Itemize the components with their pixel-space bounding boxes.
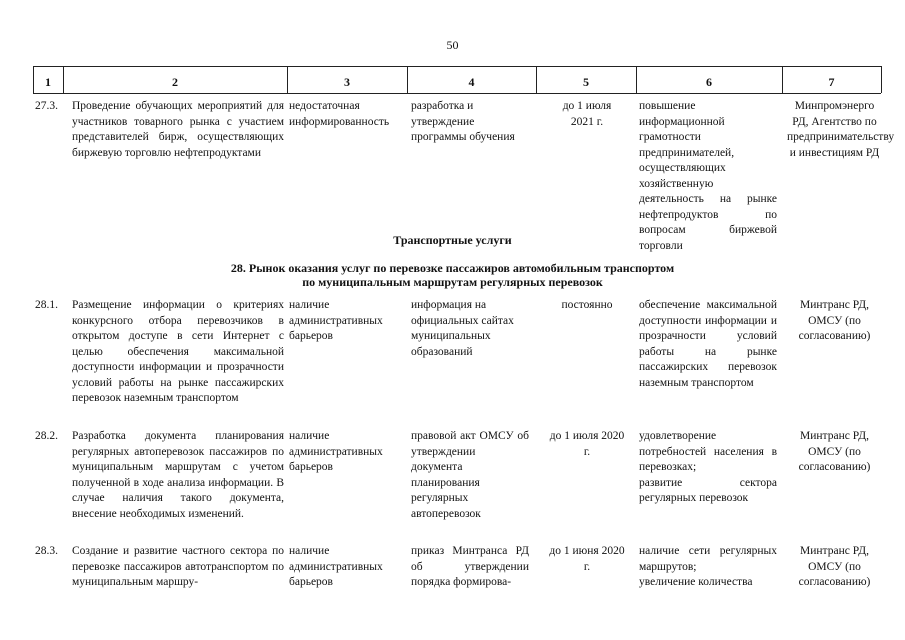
page-number: 50 bbox=[446, 38, 459, 52]
header-col-7: 7 bbox=[828, 75, 835, 89]
indicator-text bbox=[639, 544, 777, 591]
deadline-text: постоянно bbox=[561, 299, 613, 311]
section-heading-28-cont: по муниципальным маршрутам регулярных перевозок bbox=[302, 275, 603, 289]
section-heading-28: 28. Рынок оказания услуг по перевозке пассажиров автомобильным транспортом bbox=[230, 261, 675, 275]
responsible-text: Минпромэнерго РД, Агентство по предпринимательству и инвестициям РД bbox=[787, 100, 895, 159]
deadline-text: до 1 июля 2020 г. bbox=[549, 430, 625, 458]
indicator-line: увеличение количества bbox=[639, 576, 753, 588]
indicator-line: развитие сектора регулярных перевозок bbox=[639, 476, 777, 504]
problem-text: наличие административных барьеров bbox=[289, 545, 383, 588]
header-col-5: 5 bbox=[583, 75, 589, 89]
deadline-text: до 1 июня 2020 г. bbox=[549, 545, 625, 573]
header-col-2: 2 bbox=[172, 75, 178, 89]
header-divider bbox=[881, 66, 882, 93]
header-col-6: 6 bbox=[706, 75, 712, 89]
result-text: приказ Минтранса РД об утверждении порядка формирова- bbox=[411, 545, 529, 588]
header-col-3: 3 bbox=[344, 75, 350, 89]
indicator-line: удовлетворение потребностей населения в перевозках; bbox=[639, 430, 777, 473]
header-top-border bbox=[33, 66, 881, 67]
indicator-text bbox=[639, 429, 777, 507]
measure-text: Создание и развитие частного сектора по перевозке пассажиров автотранспортом по муниципальным маршру- bbox=[72, 545, 284, 588]
header-col-1: 1 bbox=[45, 75, 51, 89]
row-number: 28.1. bbox=[35, 299, 58, 311]
indicator-text: повышение информационной грамотности предпринимателей, осуществляющих хозяйственную деятельность на рынке нефтепродуктов по вопросам биржевой торговли bbox=[639, 100, 777, 252]
row-number: 28.3. bbox=[35, 545, 58, 557]
measure-text: Размещение информации о критериях конкурсного отбора перевозчиков в открытом доступе в сети Интернет с целью обеспечения максимальной доступности информации и прозрачности условий работы на рынке пассажирских перевозок наземным транспортом bbox=[72, 299, 284, 404]
deadline-text: до 1 июля 2021 г. bbox=[562, 100, 612, 128]
responsible-text: Минтранс РД, ОМСУ (по согласованию) bbox=[798, 430, 871, 473]
problem-text: недостаточная информированность bbox=[289, 100, 390, 128]
result-text: разработка и утверждение программы обучения bbox=[411, 100, 515, 143]
row-number: 28.2. bbox=[35, 430, 58, 442]
header-bottom-border bbox=[33, 93, 881, 94]
responsible-text: Минтранс РД, ОМСУ (по согласованию) bbox=[798, 545, 871, 588]
problem-text: наличие административных барьеров bbox=[289, 299, 383, 342]
section-heading-transport: Транспортные услуги bbox=[393, 233, 512, 247]
responsible-text: Минтранс РД, ОМСУ (по согласованию) bbox=[798, 299, 871, 342]
header-col-4: 4 bbox=[468, 75, 475, 89]
measure-text: Проведение обучающих мероприятий для участников товарного рынка с участием представителей бирж, осуществляющих биржевую торговлю нефтепродуктами bbox=[72, 100, 284, 159]
measure-text: Разработка документа планирования регулярных автоперевозок пассажиров по муниципальным маршрутам с учетом полученной в ходе анализа информации. В случае наличия такого документа, внесение необходимых изменений. bbox=[72, 430, 284, 520]
problem-text: наличие административных барьеров bbox=[289, 430, 383, 473]
indicator-line: наличие сети регулярных маршрутов; bbox=[639, 545, 777, 573]
row-number: 27.3. bbox=[35, 100, 58, 112]
indicator-text: обеспечение максимальной доступности информации и прозрачности условий работы на рынке пассажирских перевозок наземным транспортом bbox=[639, 299, 777, 389]
result-text: информация на официальных сайтах муниципальных образований bbox=[411, 299, 514, 358]
result-text: правовой акт ОМСУ об утверждении документа планирования регулярных автоперевозок bbox=[411, 430, 529, 520]
